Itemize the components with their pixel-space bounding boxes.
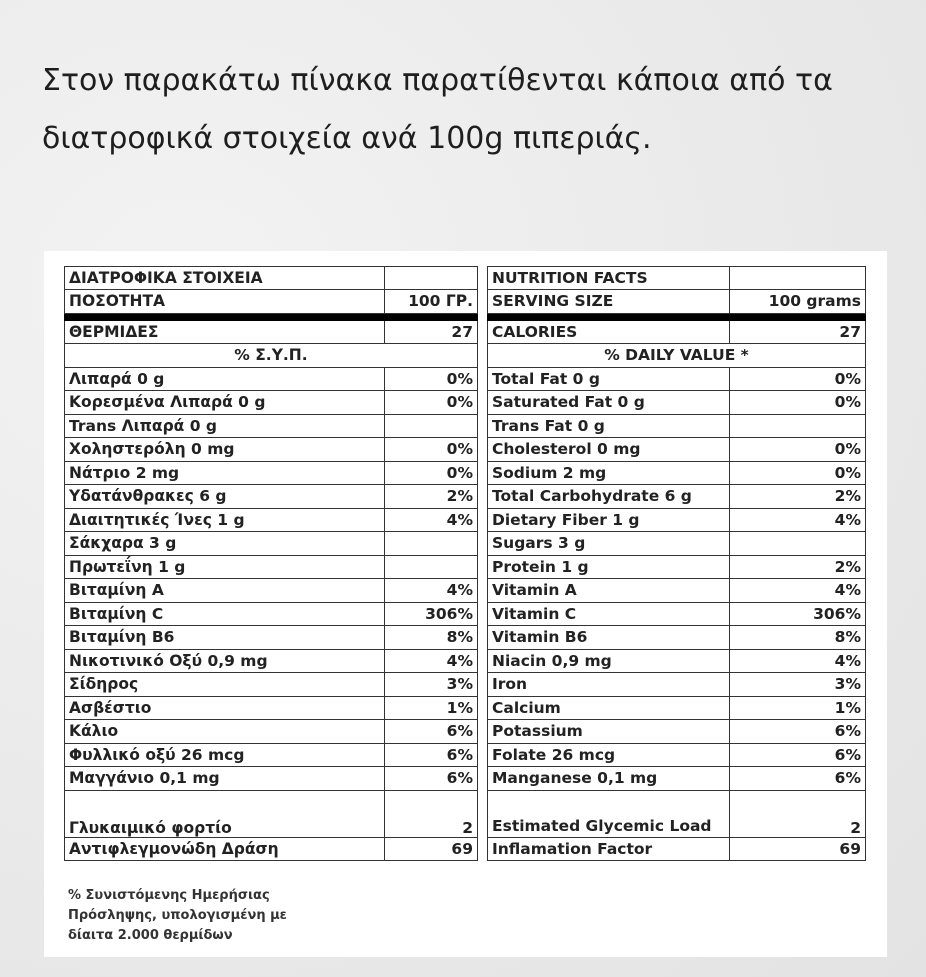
gr-nutrient-label: Βιταμίνη A xyxy=(65,579,385,603)
gr-nutrient-value: 0% xyxy=(385,391,478,415)
footnote-line-1: % Συνιστόμενης Ημερήσιας xyxy=(68,888,270,903)
en-nutrient-value: 2% xyxy=(730,485,866,509)
en-nutrient-value: 0% xyxy=(730,367,866,391)
en-nutrient-value: 6% xyxy=(730,743,866,767)
gr-nutrient-label: Κορεσμένα Λιπαρά 0 g xyxy=(65,391,385,415)
gr-serving-label: ΠΟΣΟΤΗΤΑ xyxy=(65,290,385,314)
gr-title-value xyxy=(385,267,478,290)
table-row xyxy=(65,626,866,650)
gr-nutrient-value: 69 xyxy=(385,837,478,861)
gr-nutrient-label: Γλυκαιμικό φορτίο xyxy=(65,790,385,837)
gr-nutrient-value xyxy=(385,555,478,579)
footnote-line-2: Πρόσληψης, υπολογισμένη με xyxy=(68,908,287,923)
en-serving-value: 100 grams xyxy=(730,290,866,314)
en-nutrient-value: 0% xyxy=(730,391,866,415)
table-row xyxy=(65,696,866,720)
nutrition-image xyxy=(44,251,887,957)
en-nutrient-label: Vitamin C xyxy=(488,602,730,626)
en-calories-label: CALORIES xyxy=(488,320,730,344)
en-nutrient-label: Dietary Fiber 1 g xyxy=(488,508,730,532)
en-calories-value: 27 xyxy=(730,320,866,344)
gr-nutrient-value: 0% xyxy=(385,367,478,391)
gr-nutrient-label: Νικοτινικό Οξύ 0,9 mg xyxy=(65,649,385,673)
gr-nutrient-value: 0% xyxy=(385,461,478,485)
en-serving-label: SERVING SIZE xyxy=(488,290,730,314)
gr-nutrient-value: 2% xyxy=(385,485,478,509)
en-nutrient-value: 2% xyxy=(730,555,866,579)
en-nutrient-label: Total Carbohydrate 6 g xyxy=(488,485,730,509)
en-nutrient-label: Protein 1 g xyxy=(488,555,730,579)
gr-nutrient-value: 6% xyxy=(385,767,478,791)
table-row xyxy=(65,602,866,626)
serving-row xyxy=(65,290,866,314)
gr-nutrient-value: 8% xyxy=(385,626,478,650)
gr-calories-label: ΘΕΡΜΙΔΕΣ xyxy=(65,320,385,344)
gr-title: ΔΙΑΤΡΟΦΙΚΑ ΣΤΟΙΧΕΙΑ xyxy=(65,267,385,290)
en-nutrient-label: Calcium xyxy=(488,696,730,720)
en-nutrient-label: Saturated Fat 0 g xyxy=(488,391,730,415)
inflammation-row xyxy=(65,837,866,861)
en-nutrient-value: 8% xyxy=(730,626,866,650)
table-row xyxy=(65,555,866,579)
thick-divider xyxy=(65,313,866,320)
en-nutrient-value: 3% xyxy=(730,673,866,697)
en-nutrient-label: Folate 26 mcg xyxy=(488,743,730,767)
table-row xyxy=(65,743,866,767)
gr-nutrient-label: Σάκχαρα 3 g xyxy=(65,532,385,556)
table-row xyxy=(65,673,866,697)
footnote xyxy=(68,886,368,946)
gr-nutrient-label: Αντιφλεγμονώδη Δράση xyxy=(65,837,385,861)
intro-line-2: διατροφικά στοιχεία ανά 100g πιπεριάς. xyxy=(42,121,652,156)
en-nutrient-label: Cholesterol 0 mg xyxy=(488,438,730,462)
en-nutrient-value: 69 xyxy=(730,837,866,861)
en-nutrient-value: 1% xyxy=(730,696,866,720)
en-nutrient-value: 6% xyxy=(730,720,866,744)
gr-nutrient-label: Σίδηρος xyxy=(65,673,385,697)
gr-nutrient-value: 306% xyxy=(385,602,478,626)
en-nutrient-label: Niacin 0,9 mg xyxy=(488,649,730,673)
table-row xyxy=(65,414,866,438)
gr-nutrient-value: 3% xyxy=(385,673,478,697)
gr-nutrient-label: Βιταμίνη C xyxy=(65,602,385,626)
gr-nutrient-value: 6% xyxy=(385,743,478,767)
gr-nutrient-label: Trans Λιπαρά 0 g xyxy=(65,414,385,438)
gr-nutrient-label: Διαιτητικές Ίνες 1 g xyxy=(65,508,385,532)
en-nutrient-value: 0% xyxy=(730,438,866,462)
en-nutrient-value: 306% xyxy=(730,602,866,626)
en-nutrient-label: Sodium 2 mg xyxy=(488,461,730,485)
gr-nutrient-label: Χοληστερόλη 0 mg xyxy=(65,438,385,462)
intro-line-1: Στον παρακάτω πίνακα παρατίθενται κάποια από τα xyxy=(42,63,833,98)
en-nutrient-value: 6% xyxy=(730,767,866,791)
table-row xyxy=(65,461,866,485)
gr-nutrient-label: Μαγγάνιο 0,1 mg xyxy=(65,767,385,791)
en-nutrient-value: 2 xyxy=(730,790,866,837)
table-row xyxy=(65,767,866,791)
en-nutrient-value: 4% xyxy=(730,649,866,673)
en-nutrient-label: Vitamin B6 xyxy=(488,626,730,650)
en-nutrient-value: 4% xyxy=(730,579,866,603)
en-nutrient-value: 4% xyxy=(730,508,866,532)
gr-nutrient-value xyxy=(385,414,478,438)
gr-nutrient-value xyxy=(385,532,478,556)
gr-nutrient-value: 4% xyxy=(385,508,478,532)
gr-nutrient-value: 6% xyxy=(385,720,478,744)
gr-nutrient-value: 2 xyxy=(385,790,478,837)
en-nutrient-label: Estimated Glycemic Load xyxy=(488,790,730,837)
en-nutrient-label: Vitamin A xyxy=(488,579,730,603)
en-nutrient-value: 0% xyxy=(730,461,866,485)
table-row xyxy=(65,367,866,391)
gr-nutrient-label: Βιταμίνη B6 xyxy=(65,626,385,650)
en-nutrient-label: Manganese 0,1 mg xyxy=(488,767,730,791)
gr-nutrient-value: 1% xyxy=(385,696,478,720)
gr-daily-value-header: % Σ.Υ.Π. xyxy=(65,344,478,368)
gr-nutrient-label: Φυλλικό οξύ 26 mcg xyxy=(65,743,385,767)
gr-nutrient-value: 4% xyxy=(385,649,478,673)
en-nutrient-value xyxy=(730,414,866,438)
gr-nutrient-label: Λιπαρά 0 g xyxy=(65,367,385,391)
gr-nutrient-label: Κάλιο xyxy=(65,720,385,744)
en-nutrient-label: Inflamation Factor xyxy=(488,837,730,861)
table-row xyxy=(65,532,866,556)
gr-nutrient-label: Υδατάνθρακες 6 g xyxy=(65,485,385,509)
gr-nutrient-value: 4% xyxy=(385,579,478,603)
table-row xyxy=(65,720,866,744)
en-nutrient-label: Sugars 3 g xyxy=(488,532,730,556)
gr-nutrient-value: 0% xyxy=(385,438,478,462)
en-nutrient-label: Iron xyxy=(488,673,730,697)
table-row xyxy=(65,579,866,603)
gr-nutrient-label: Ασβέστιο xyxy=(65,696,385,720)
gr-calories-value: 27 xyxy=(385,320,478,344)
gr-nutrient-label: Νάτριο 2 mg xyxy=(65,461,385,485)
gr-nutrient-label: Πρωτεΐνη 1 g xyxy=(65,555,385,579)
en-nutrient-label: Potassium xyxy=(488,720,730,744)
table-row xyxy=(65,485,866,509)
calories-row xyxy=(65,320,866,344)
nutrition-table xyxy=(64,266,866,861)
footnote-line-3: δίαιτα 2.000 θερμίδων xyxy=(68,928,233,943)
table-row xyxy=(65,438,866,462)
table-title-row xyxy=(65,267,866,290)
en-title: NUTRITION FACTS xyxy=(488,267,730,290)
intro-text xyxy=(42,52,892,168)
table-row xyxy=(65,391,866,415)
table-row xyxy=(65,649,866,673)
gr-serving-value: 100 ΓΡ. xyxy=(385,290,478,314)
daily-value-header-row xyxy=(65,344,866,368)
table-row xyxy=(65,508,866,532)
en-nutrient-label: Total Fat 0 g xyxy=(488,367,730,391)
en-nutrient-label: Trans Fat 0 g xyxy=(488,414,730,438)
glycemic-load-row xyxy=(65,790,866,837)
en-title-value xyxy=(730,267,866,290)
en-nutrient-value xyxy=(730,532,866,556)
en-daily-value-header: % DAILY VALUE * xyxy=(488,344,866,368)
